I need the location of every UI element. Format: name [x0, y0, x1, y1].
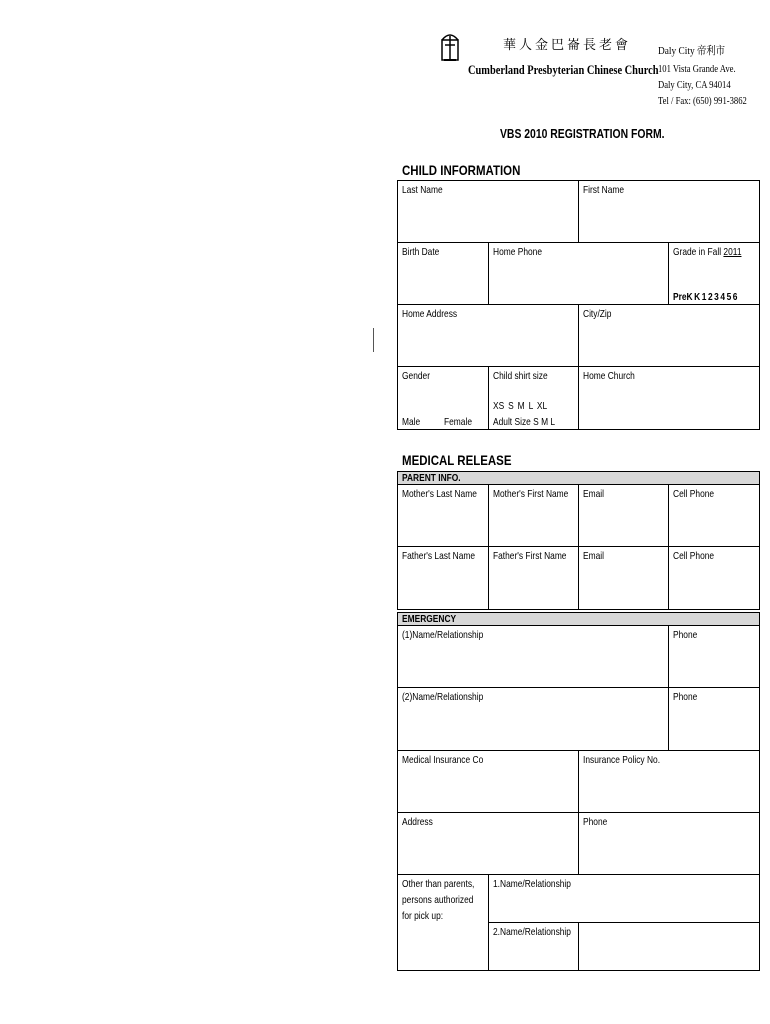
first-name-label: First Name	[583, 184, 625, 196]
mother-last-name-label: Mother's Last Name	[402, 488, 477, 500]
father-last-name-label: Father's Last Name	[402, 550, 476, 562]
insurance-policy-field[interactable]	[578, 750, 760, 813]
parent-info-band	[397, 471, 760, 485]
text-cursor	[373, 328, 374, 352]
mother-first-name-field[interactable]	[488, 484, 579, 547]
father-first-name-label: Father's First Name	[493, 550, 567, 562]
father-last-name-field[interactable]	[397, 546, 489, 610]
grade-field[interactable]	[668, 242, 760, 305]
first-name-field[interactable]	[578, 180, 760, 243]
form-title: VBS 2010 REGISTRATION FORM.	[500, 126, 665, 141]
father-email-label: Email	[583, 550, 605, 562]
home-address-field[interactable]	[397, 304, 579, 367]
mother-email-field[interactable]	[578, 484, 669, 547]
insurance-company-label: Medical Insurance Co	[402, 754, 484, 766]
chinese-church-name: 華人金巴崙長老會	[503, 37, 632, 52]
address-line-1: 101 Vista Grande Ave.	[658, 64, 736, 75]
insurance-phone-field[interactable]	[578, 812, 760, 875]
emergency-contact-1-label: (1)Name/Relationship	[402, 629, 484, 641]
home-church-field[interactable]	[578, 366, 760, 430]
home-phone-field[interactable]	[488, 242, 669, 305]
city-zip-label: City/Zip	[583, 308, 612, 320]
grade-options[interactable]: PreK K 1 2 3 4 5 6	[673, 291, 738, 303]
pickup-person-1-label: 1.Name/Relationship	[493, 878, 571, 890]
home-church-label: Home Church	[583, 370, 635, 382]
parent-info-label: PARENT INFO.	[402, 472, 461, 484]
insurance-address-field[interactable]	[397, 812, 579, 875]
grade-label	[673, 246, 742, 258]
church-name: Cumberland Presbyterian Chinese Church	[468, 62, 659, 77]
emergency-phone-2-field[interactable]	[668, 687, 760, 751]
emergency-contact-2-field[interactable]	[397, 687, 669, 751]
gender-female-option[interactable]: Female	[444, 416, 473, 428]
adult-size-options[interactable]: Adult Size S M L	[493, 416, 556, 428]
mother-email-label: Email	[583, 488, 605, 500]
emergency-phone-1-field[interactable]	[668, 625, 760, 688]
birth-date-label: Birth Date	[402, 246, 440, 258]
mother-first-name-label: Mother's First Name	[493, 488, 569, 500]
father-email-field[interactable]	[578, 546, 669, 610]
pickup-person-2-field[interactable]	[488, 922, 760, 971]
shirt-size-label: Child shirt size	[493, 370, 548, 382]
child-size-options[interactable]: XS S M L XL	[493, 400, 548, 412]
city-label: Daly City 帝利市	[658, 45, 726, 57]
father-cell-phone-label: Cell Phone	[673, 550, 715, 562]
emergency-band	[397, 612, 760, 626]
pickup-person-1-field[interactable]	[488, 874, 760, 923]
emergency-phone-1-label: Phone	[673, 629, 698, 641]
pickup-label-line-3: for pick up:	[402, 910, 444, 922]
father-cell-phone-field[interactable]	[668, 546, 760, 610]
father-first-name-field[interactable]	[488, 546, 579, 610]
emergency-label: EMERGENCY	[402, 613, 457, 625]
medical-release-title: MEDICAL RELEASE	[402, 452, 512, 468]
emergency-contact-2-label: (2)Name/Relationship	[402, 691, 484, 703]
pickup-label-line-1: Other than parents,	[402, 878, 475, 890]
shirt-size-field[interactable]	[488, 366, 579, 430]
mother-cell-phone-field[interactable]	[668, 484, 760, 547]
mother-cell-phone-label: Cell Phone	[673, 488, 715, 500]
pickup-label-line-2: persons authorized	[402, 894, 474, 906]
gender-field[interactable]	[397, 366, 489, 430]
gender-label: Gender	[402, 370, 431, 382]
emergency-contact-1-field[interactable]	[397, 625, 669, 688]
birth-date-field[interactable]	[397, 242, 489, 305]
last-name-label: Last Name	[402, 184, 443, 196]
mother-last-name-field[interactable]	[397, 484, 489, 547]
phone-fax: Tel / Fax: (650) 991-3862	[658, 96, 747, 107]
grade-label-text: Grade in Fall	[673, 246, 724, 258]
insurance-policy-label: Insurance Policy No.	[583, 754, 661, 766]
grade-year: 2011	[723, 246, 742, 258]
city-zip-field[interactable]	[578, 304, 760, 367]
emergency-phone-2-label: Phone	[673, 691, 698, 703]
gender-male-option[interactable]: Male	[402, 416, 421, 428]
pickup-authorization-cell	[397, 874, 489, 971]
home-phone-label: Home Phone	[493, 246, 543, 258]
pickup-person-2-label: 2.Name/Relationship	[493, 926, 571, 938]
child-info-title: CHILD INFORMATION	[402, 162, 521, 178]
church-logo	[440, 32, 460, 62]
insurance-address-label: Address	[402, 816, 433, 828]
address-line-2: Daly City, CA 94014	[658, 80, 731, 91]
home-address-label: Home Address	[402, 308, 458, 320]
last-name-field[interactable]	[397, 180, 579, 243]
insurance-company-field[interactable]	[397, 750, 579, 813]
pickup-divider	[578, 922, 579, 971]
insurance-phone-label: Phone	[583, 816, 608, 828]
